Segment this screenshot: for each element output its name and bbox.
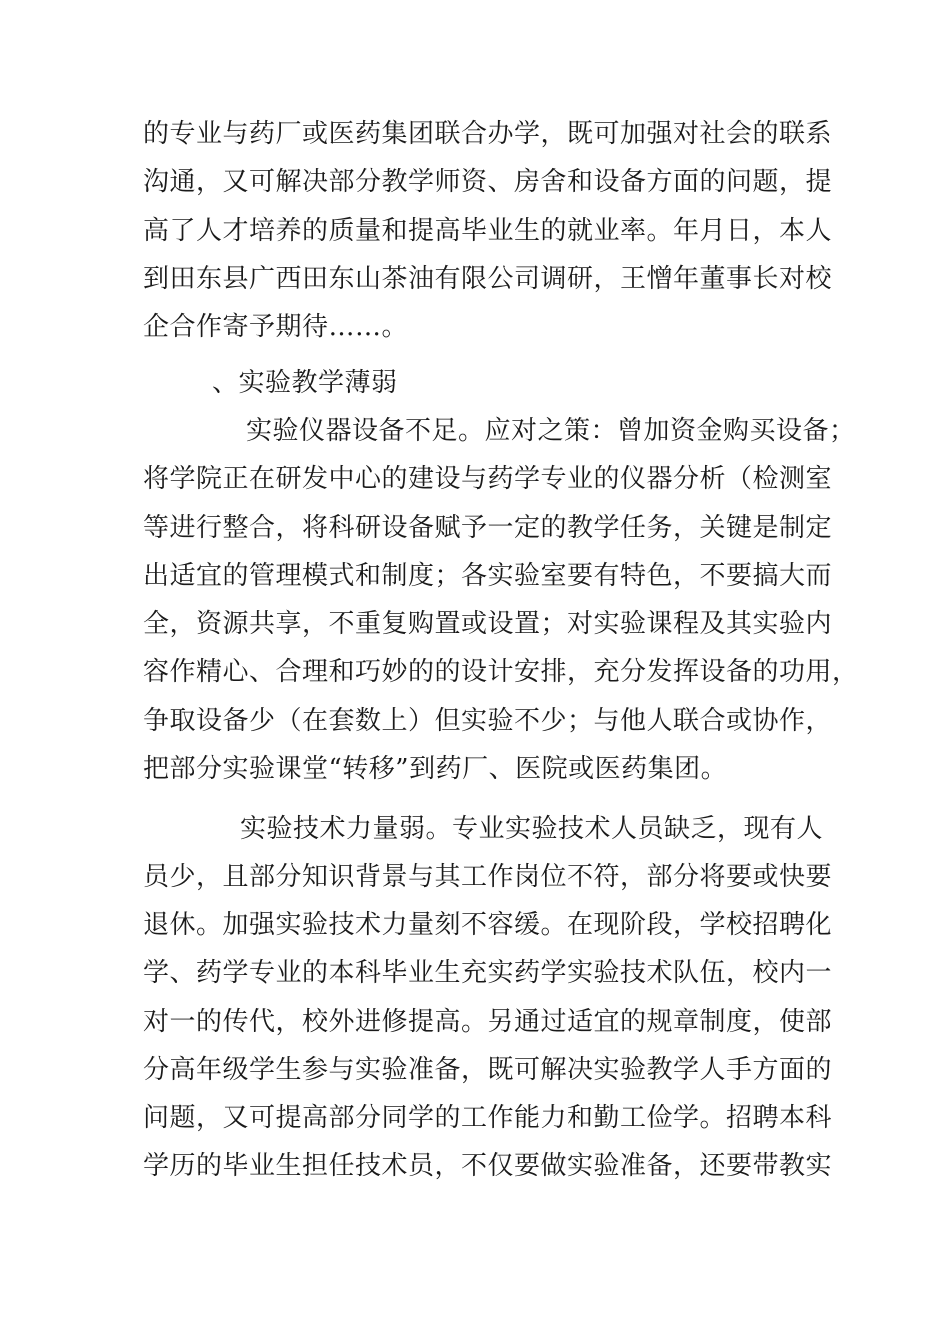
- text-line-5: 企合作寄予期待……。: [143, 312, 409, 342]
- text-line-2: 沟通，又可解决部分教学师资、房舍和设备方面的问题，提: [143, 167, 833, 197]
- text-line-11: 全，资源共享，不重复购置或设置；对实验课程及其实验内: [143, 609, 833, 639]
- text-line-14: 把部分实验课堂“转移”到药厂、医院或医药集团。: [143, 754, 728, 784]
- text-line-1: 的专业与药厂或医药集团联合办学，既可加强对社会的联系: [143, 119, 833, 149]
- text-line-12: 容作精心、合理和巧妙的的设计安排，充分发挥设备的功用，: [143, 657, 859, 687]
- text-line-9: 等进行整合，将科研设备赋予一定的教学任务，关键是制定: [143, 513, 833, 543]
- text-line-17: 退休。加强实验技术力量刻不容缓。在现阶段，学校招聘化: [143, 910, 833, 940]
- text-line-8: 将学院正在研发中心的建设与药学专业的仪器分析（检测室: [143, 464, 833, 494]
- text-line-18: 学、药学专业的本科毕业生充实药学实验技术队伍，校内一: [143, 958, 833, 988]
- text-line-4: 到田东县广西田东山茶油有限公司调研，王憎年董事长对校: [143, 264, 833, 294]
- text-line-19: 对一的传代，校外进修提高。另通过适宜的规章制度，使部: [143, 1007, 833, 1037]
- text-line-10: 出适宜的管理模式和制度；各实验室要有特色，不要搞大而: [143, 561, 833, 591]
- text-line-20: 分高年级学生参与实验准备，既可解决实验教学人手方面的: [143, 1055, 833, 1085]
- text-line-16: 员少，且部分知识背景与其工作岗位不符，部分将要或快要: [143, 862, 833, 892]
- text-line-3: 高了人才培养的质量和提高毕业生的就业率。年月日，本人: [143, 216, 833, 246]
- text-line-21: 问题，又可提高部分同学的工作能力和勤工俭学。招聘本科: [143, 1103, 833, 1133]
- text-line-15: 实验技术力量弱。专业实验技术人员缺乏，现有人: [240, 814, 824, 844]
- text-line-7: 实验仪器设备不足。应对之策：曾加资金购买设备；: [246, 416, 856, 446]
- section-heading: 、实验教学薄弱: [212, 368, 398, 398]
- text-line-13: 争取设备少（在套数上）但实验不少；与他人联合或协作，: [143, 706, 833, 736]
- text-line-22: 学历的毕业生担任技术员，不仅要做实验准备，还要带教实: [143, 1151, 833, 1181]
